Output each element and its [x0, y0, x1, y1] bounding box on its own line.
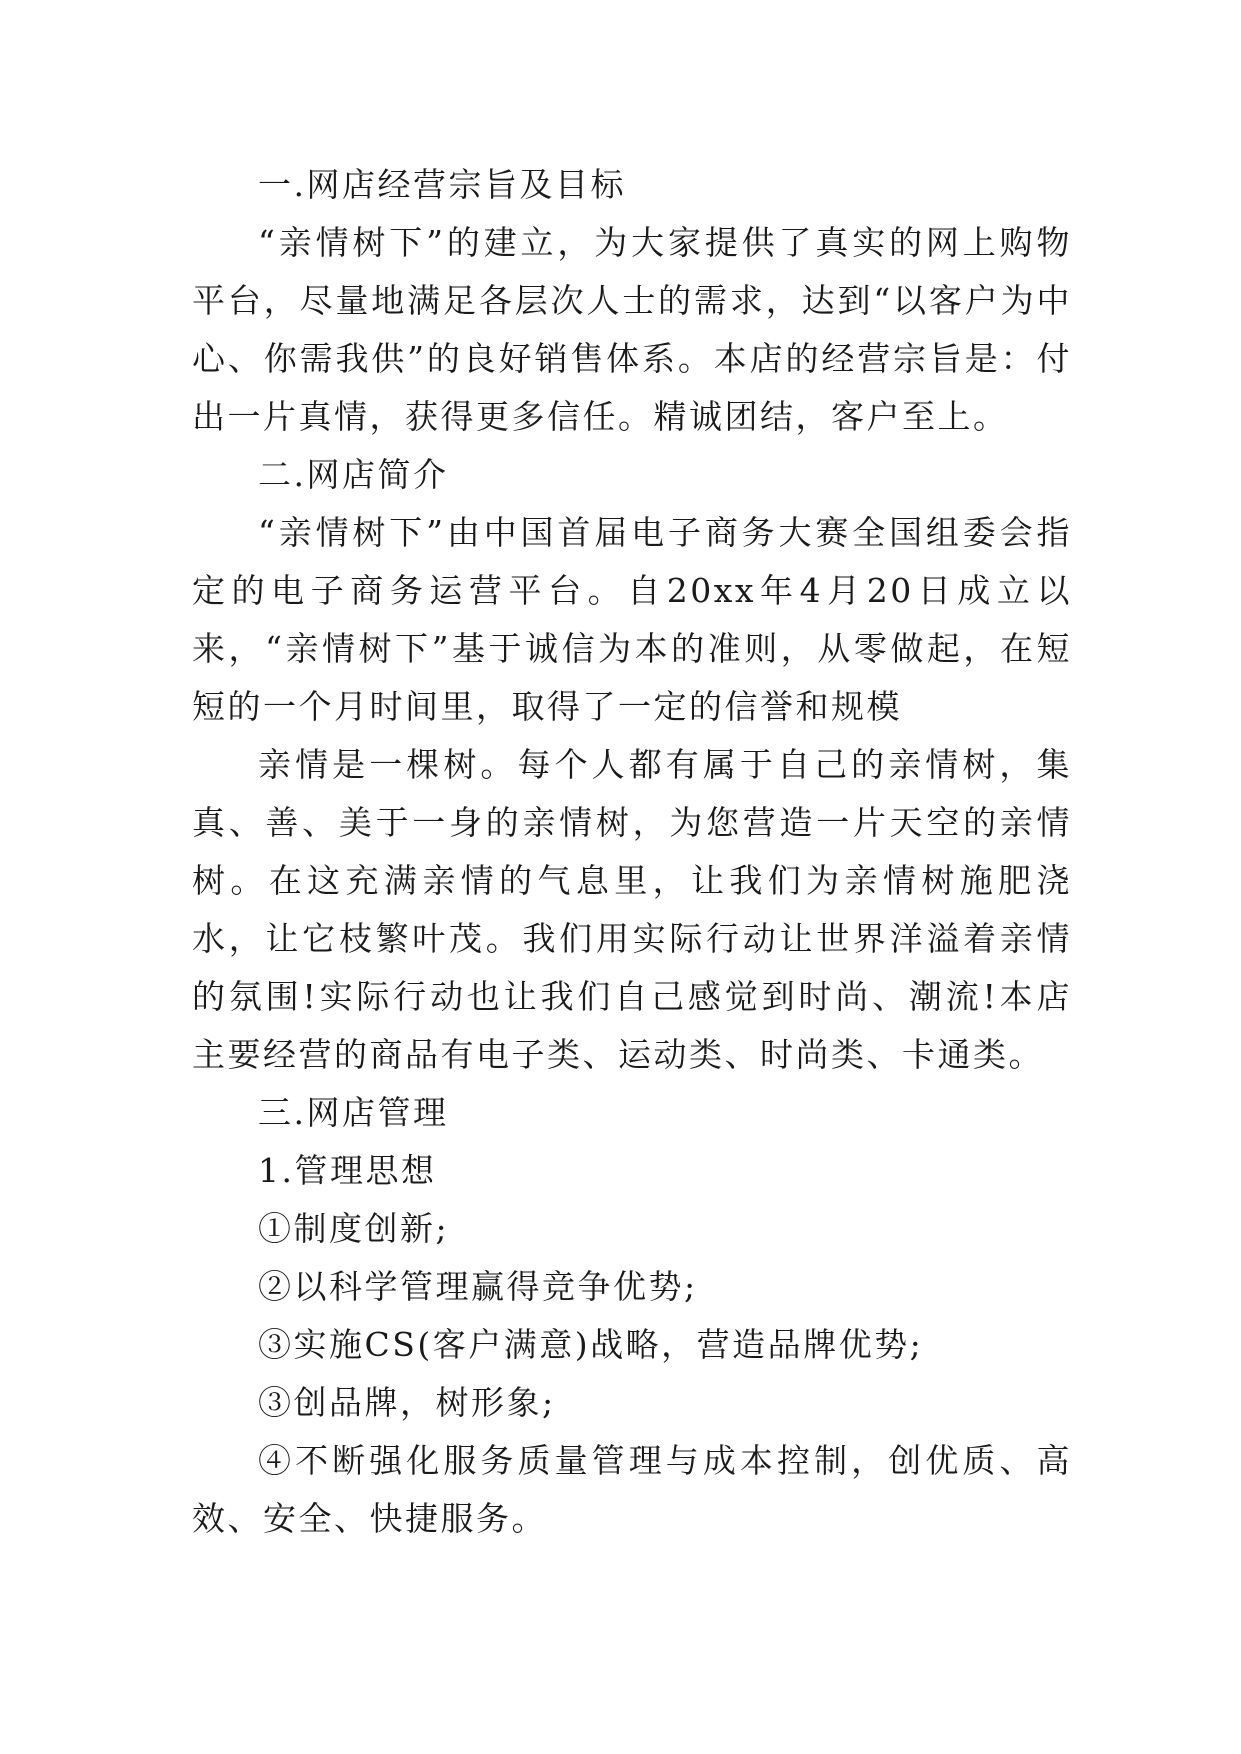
paragraph-purpose: “亲情树下”的建立，为大家提供了真实的网上购物平台，尽量地满足各层次人士的需求，达到“以客户为中心、你需我供”的良好销售体系。本店的经营宗旨是：付出一片真情，获得更多信任。精诚团结，客户至上。: [192, 223, 1072, 436]
subheading-management-thought: 1.管理思想: [258, 1151, 437, 1190]
paragraph-intro: “亲情树下”由中国首届电子商务大赛全国组委会指定的电子商务运营平台。自20xx年4月20日成立以来，“亲情树下”基于诚信为本的准则，从零做起，在短短的一个月时间里，取得了一定的信誉和规模: [192, 513, 1072, 726]
list-item-1: ①制度创新;: [258, 1209, 450, 1248]
list-item-3: ③实施CS(客户满意)战略，营造品牌优势;: [258, 1325, 924, 1364]
paragraph-family-tree: 亲情是一棵树。每个人都有属于自己的亲情树，集真、善、美于一身的亲情树，为您营造一片天空的亲情树。在这充满亲情的气息里，让我们为亲情树施肥浇水，让它枝繁叶茂。我们用实际行动让世界洋溢着亲情的氛围!实际行动也让我们自己感觉到时尚、潮流!本店主要经营的商品有电子类、运动类、时尚类、卡通类。: [192, 745, 1072, 1074]
heading-2-store-intro: 二.网店简介: [258, 455, 449, 494]
heading-3-store-management: 三.网店管理: [258, 1093, 449, 1132]
list-item-5: ④不断强化服务质量管理与成本控制，创优质、高效、安全、快捷服务。: [192, 1441, 1072, 1538]
heading-1-purpose-goals: 一.网店经营宗旨及目标: [258, 165, 626, 204]
document-body: [192, 156, 1072, 1548]
list-item-2: ②以科学管理赢得竞争优势;: [258, 1267, 698, 1306]
list-item-4: ③创品牌，树形象;: [258, 1383, 556, 1422]
